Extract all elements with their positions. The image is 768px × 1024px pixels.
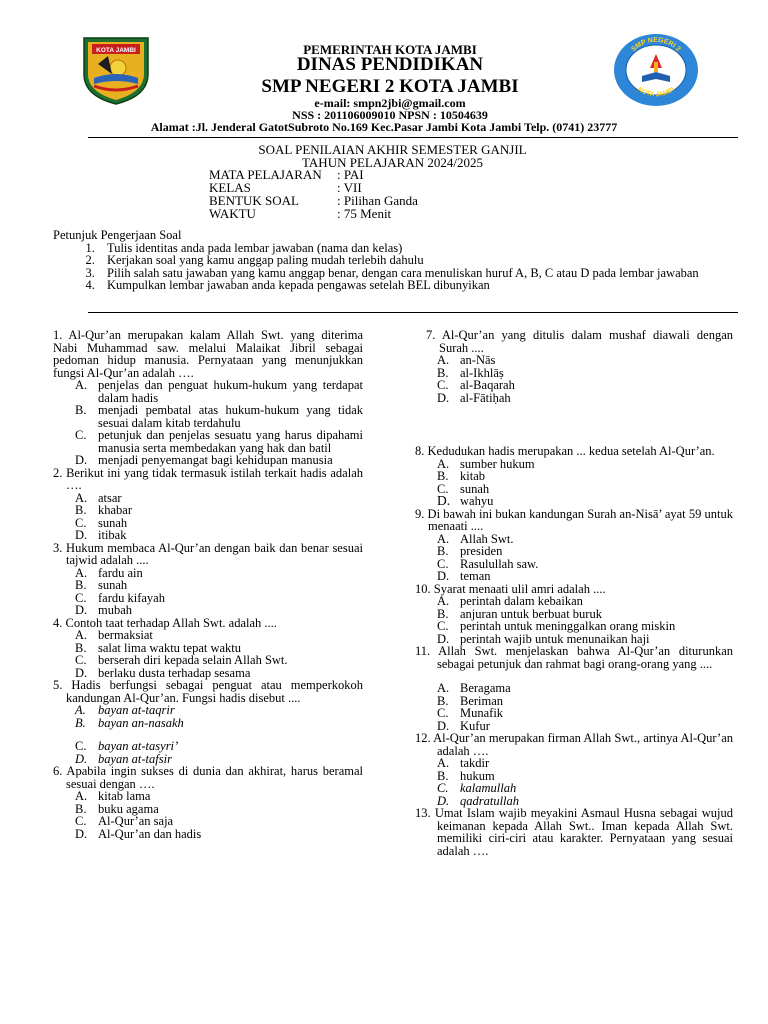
school-nss: NSS : 201106009010 NPSN : 10504639: [292, 108, 488, 122]
option[interactable]: C. sunah: [75, 515, 128, 530]
question: [415, 732, 733, 807]
option[interactable]: D. teman: [437, 569, 491, 583]
question-text: 3. Hukum membaca Al-Qur’an dengan baik dan benar sesuai tajwid adalah ....: [53, 540, 363, 567]
questions-left-column: [53, 329, 363, 840]
instruction-item: 1. Tulis identitas anda pada lembar jawaban (nama dan kelas): [98, 242, 743, 255]
option[interactable]: C. Al-Qur’an saja: [75, 814, 174, 828]
option[interactable]: D. mubah: [75, 603, 133, 617]
svg-text:SMP NEGERI 2: SMP NEGERI 2: [630, 36, 682, 54]
option[interactable]: D. wahyu: [437, 493, 494, 508]
option-list: [53, 379, 363, 467]
option-list: [415, 682, 733, 732]
option[interactable]: B. anjuran untuk berbuat buruk: [437, 606, 602, 621]
question-text: 1. Al-Qur’an merupakan kalam Allah Swt. yang diterima Nabi Muhammad saw. melalui Malaikat Jibril sebagai pedoman hidup manusia. Pernyataan yang menunjukkan fungsi Al-Qur’an adalah ….: [53, 328, 363, 380]
option[interactable]: A. bermaksiat: [75, 628, 153, 642]
question-text: 11. Allah Swt. menjelaskan bahwa Al-Qur’an diturunkan sebagai petunjuk dan rahmat bagi orang-orang yang ....: [415, 644, 733, 671]
question-text: 10. Syarat menaati ulil amri adalah ....: [415, 581, 606, 596]
question-text: 9. Di bawah ini bukan kandungan Surah an-Nisā’ ayat 59 untuk menaati ....: [415, 506, 733, 533]
question-text: 5. Hadis berfungsi sebagai penguat atau memperkokoh kandungan Al-Qur’an. Fungsi hadis disebut ....: [53, 678, 363, 705]
option[interactable]: C. berserah diri kepada selain Allah Swt.: [75, 653, 288, 667]
option[interactable]: D. al-Fātiḥah: [437, 390, 511, 405]
option[interactable]: B. sunah: [75, 578, 128, 592]
option[interactable]: B. Beriman: [437, 693, 504, 708]
school-email: e-mail: smpn2jbi@gmail.com: [314, 96, 466, 110]
exam-year: TAHUN PELAJARAN 2024/2025: [302, 155, 483, 170]
smp-negeri-2-logo-icon: [612, 32, 700, 108]
question-text: 2. Berikut ini yang tidak termasuk istilah terkait hadis adalah ….: [53, 465, 363, 492]
letterhead: [0, 28, 768, 136]
option[interactable]: A. kitab lama: [75, 789, 151, 803]
exam-info-class: KELAS : VII: [209, 180, 362, 195]
question: [415, 508, 733, 583]
option[interactable]: D. itibak: [75, 528, 127, 542]
question-text: 7. Al-Qur’an yang ditulis dalam mushaf diawali dengan Surah ....: [426, 328, 733, 355]
question: [415, 445, 733, 508]
option[interactable]: A. takdir: [437, 756, 490, 770]
option[interactable]: A. fardu ain: [75, 565, 143, 580]
exam-info-subject: MATA PELAJARAN : PAI: [209, 167, 364, 182]
option[interactable]: C. petunjuk dan penjelas sesuatu yang harus dipahami manusia serta membedakan yang hak dan batil: [75, 428, 363, 455]
instruction-item: 2. Kerjakan soal yang kamu anggap paling mudah terlebih dahulu: [98, 254, 743, 267]
question: [53, 765, 363, 840]
option-list: [426, 354, 733, 404]
option[interactable]: C. kalamullah: [437, 781, 517, 795]
option[interactable]: B. presiden: [437, 544, 503, 558]
question-text: 13. Umat Islam wajib meyakini Asmaul Husna sebagai wujud keimanan kepada Allah Swt.. Iman kepada Allah Swt. memiliki ciri-ciri atau karakter. Pernyataan yang sesuai adalah ….: [415, 806, 733, 858]
question: [415, 329, 733, 404]
svg-text:KOTA JAMBI: KOTA JAMBI: [96, 47, 136, 54]
option-list: [53, 492, 363, 542]
instruction-item: 4. Kumpulkan lembar jawaban anda kepada pengawas setelah BEL dibunyikan: [98, 279, 743, 292]
question-text: 8. Kedudukan hadis merupakan ... kedua setelah Al-Qur’an.: [415, 444, 715, 458]
gov-name: PEMERINTAH KOTA JAMBI: [303, 42, 477, 57]
dept-name: DINAS PENDIDIKAN: [296, 54, 484, 75]
question-text: 6. Apabila ingin sukses di dunia dan akhirat, harus beramal sesuai dengan ….: [53, 764, 363, 791]
instructions-list: [53, 242, 743, 292]
option[interactable]: A. Beragama: [437, 681, 511, 695]
option[interactable]: B. hukum: [437, 768, 495, 783]
option[interactable]: D. Al-Qur’an dan hadis: [75, 826, 202, 841]
option[interactable]: B. kitab: [437, 469, 485, 483]
header-divider: [88, 137, 738, 138]
option[interactable]: D. Kufur: [437, 718, 490, 733]
option[interactable]: D. perintah wajib untuk menunaikan haji: [437, 631, 650, 646]
option[interactable]: C. al-Baqarah: [437, 378, 515, 392]
option[interactable]: B. buku agama: [75, 801, 159, 816]
option[interactable]: C. Munafik: [437, 706, 504, 720]
option[interactable]: C. bayan at-tasyri’: [75, 739, 179, 753]
option-list: [53, 629, 363, 679]
option[interactable]: A. penjelas dan penguat hukum-hukum yang terdapat dalam hadis: [75, 378, 363, 405]
option-list: [53, 704, 363, 765]
option[interactable]: A. bayan at-taqrir: [75, 703, 175, 717]
option-list: [415, 458, 733, 508]
question: [415, 807, 733, 857]
option[interactable]: B. al-Ikhlāṣ: [437, 365, 504, 380]
option-list: [415, 757, 733, 807]
option[interactable]: C. perintah untuk meninggalkan orang miskin: [437, 619, 676, 633]
option[interactable]: A. perintah dalam kebaikan: [437, 594, 583, 608]
question: [53, 467, 363, 542]
option[interactable]: D. qadratullah: [437, 793, 520, 808]
question: [53, 542, 363, 617]
svg-text:KOTA JAMBI: KOTA JAMBI: [636, 85, 676, 99]
school-address: Alamat :Jl. Jenderal GatotSubroto No.169 Kec.Pasar Jambi Kota Jambi Telp. (0741) 23777: [150, 120, 618, 134]
instructions-divider: [88, 312, 738, 313]
school-name: SMP NEGERI 2 KOTA JAMBI: [261, 76, 519, 97]
question: [53, 617, 363, 680]
option[interactable]: A. Allah Swt.: [437, 531, 514, 546]
option[interactable]: B. khabar: [75, 503, 133, 517]
question-text: 4. Contoh taat terhadap Allah Swt. adalah ....: [53, 615, 277, 630]
question-text: 12. Al-Qur’an merupakan firman Allah Swt., artinya Al-Qur’an adalah ….: [415, 731, 733, 758]
instructions: [53, 229, 743, 292]
option[interactable]: D. menjadi penyemangat bagi kehidupan manusia: [75, 453, 333, 467]
option[interactable]: A. sumber hukum: [437, 456, 535, 471]
kota-jambi-emblem-icon: [78, 34, 154, 106]
question: [53, 679, 363, 765]
option-list: [415, 595, 733, 645]
instructions-title: Petunjuk Pengerjaan Soal: [53, 228, 182, 242]
option[interactable]: B. menjadi pembatal atas hukum-hukum yang tidak sesuai dalam kitab terdahulu: [75, 403, 363, 430]
questions-right-column: [415, 329, 733, 857]
option[interactable]: B. bayan an-nasakh: [75, 715, 184, 730]
option[interactable]: B. salat lima waktu tepat waktu: [75, 640, 242, 655]
exam-info-type: BENTUK SOAL : Pilihan Ganda: [209, 193, 418, 208]
option[interactable]: C. sunah: [437, 481, 490, 496]
option[interactable]: C. fardu kifayah: [75, 590, 165, 605]
option[interactable]: C. Rasulullah saw.: [437, 556, 539, 571]
question: [53, 329, 363, 467]
exam-title: SOAL PENILAIAN AKHIR SEMESTER GANJIL: [258, 142, 527, 157]
question: [415, 583, 733, 646]
instruction-item: 3. Pilih salah satu jawaban yang kamu anggap benar, dengan cara menuliskan huruf A, B, C atau D pada lembar jawaban: [98, 267, 743, 280]
option[interactable]: D. berlaku dusta terhadap sesama: [75, 665, 251, 680]
option[interactable]: A. an-Nās: [437, 353, 496, 367]
option-list: [415, 533, 733, 583]
option-list: [53, 790, 363, 840]
option-list: [53, 567, 363, 617]
exam-info-time: WAKTU : 75 Menit: [209, 206, 392, 221]
option[interactable]: D. bayan at-tafsir: [75, 751, 172, 766]
option[interactable]: A. atsar: [75, 490, 122, 505]
question: [415, 645, 733, 732]
